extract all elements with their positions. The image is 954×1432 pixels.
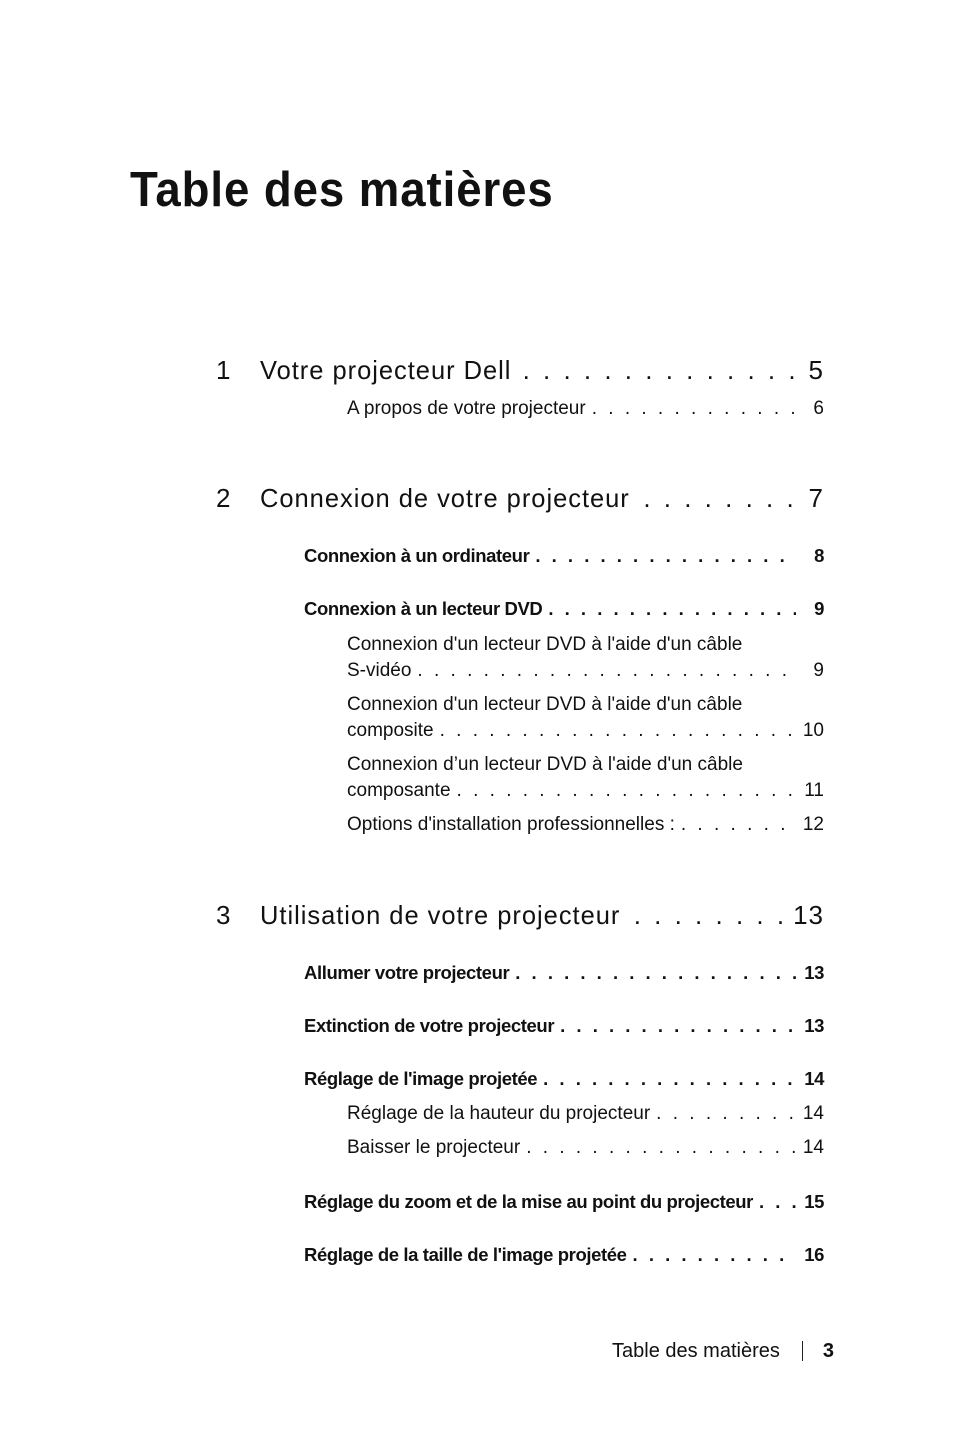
dot-leader bbox=[592, 396, 796, 422]
dot-leader bbox=[681, 812, 796, 838]
toc-section[interactable] bbox=[304, 1243, 824, 1267]
page-number: 9 bbox=[814, 598, 824, 619]
chapter-number: 3 bbox=[216, 900, 231, 930]
page-number: 5 bbox=[808, 355, 824, 385]
entry-title: Baisser le projecteur bbox=[347, 1137, 521, 1158]
dot-leader bbox=[548, 597, 796, 621]
footer-divider bbox=[802, 1341, 803, 1361]
page-number: 12 bbox=[802, 814, 824, 835]
page-number: 14 bbox=[802, 1137, 824, 1158]
toc-chapter-1[interactable] bbox=[260, 355, 824, 385]
entry-title: composite bbox=[347, 720, 434, 741]
section-title: Allumer votre projecteur bbox=[304, 962, 510, 983]
entry-title: composante bbox=[347, 780, 451, 801]
toc-section[interactable] bbox=[304, 961, 824, 985]
toc-entry[interactable] bbox=[347, 396, 824, 422]
chapter-number: 2 bbox=[216, 483, 231, 513]
page-number: 15 bbox=[804, 1191, 824, 1212]
section-title: Réglage de l'image projetée bbox=[304, 1068, 538, 1089]
section-title: Connexion à un lecteur DVD bbox=[304, 598, 543, 619]
section-title: Réglage du zoom et de la mise au point du projecteur bbox=[304, 1191, 753, 1212]
page-number: 6 bbox=[813, 398, 824, 419]
page-number: 14 bbox=[804, 1068, 824, 1089]
chapter-title: Utilisation de votre projecteur bbox=[260, 900, 621, 930]
page-number: 10 bbox=[802, 720, 824, 741]
section-title: Connexion à un ordinateur bbox=[304, 545, 530, 566]
toc-section[interactable] bbox=[304, 1190, 824, 1214]
page-number: 13 bbox=[793, 900, 824, 930]
chapter-title: Votre projecteur Dell bbox=[260, 355, 512, 385]
toc-section[interactable] bbox=[304, 544, 824, 568]
entry-title-line1[interactable]: Connexion d'un lecteur DVD à l'aide d'un câble bbox=[347, 694, 743, 715]
toc-chapter-3[interactable] bbox=[260, 900, 824, 930]
dot-leader bbox=[417, 658, 796, 684]
page-number: 7 bbox=[808, 483, 824, 513]
footer-label: Table des matières bbox=[612, 1340, 780, 1362]
page-number: 11 bbox=[804, 780, 824, 801]
dot-leader bbox=[656, 1101, 796, 1127]
footer-page-number: 3 bbox=[822, 1340, 834, 1362]
dot-leader bbox=[543, 1067, 796, 1091]
dot-leader bbox=[560, 1014, 796, 1038]
toc-entry[interactable] bbox=[347, 1135, 824, 1161]
toc-entry[interactable] bbox=[347, 778, 824, 804]
toc-entry[interactable] bbox=[347, 812, 824, 838]
entry-title-line1[interactable]: Connexion d'un lecteur DVD à l'aide d'un câble bbox=[347, 634, 743, 655]
toc-section[interactable] bbox=[304, 1014, 824, 1038]
dot-leader bbox=[440, 718, 796, 744]
toc-section[interactable] bbox=[304, 1067, 824, 1091]
entry-title: Réglage de la hauteur du projecteur bbox=[347, 1103, 651, 1124]
dot-leader bbox=[643, 483, 796, 513]
page-number: 9 bbox=[813, 660, 824, 681]
chapter-number: 1 bbox=[216, 355, 231, 385]
page-number: 13 bbox=[804, 1015, 824, 1036]
toc-entry[interactable] bbox=[347, 658, 824, 684]
section-title: Extinction de votre projecteur bbox=[304, 1015, 555, 1036]
page-title: Table des matières bbox=[130, 163, 554, 217]
entry-title: A propos de votre projecteur bbox=[347, 398, 586, 419]
toc-chapter-2[interactable] bbox=[260, 483, 824, 513]
toc-entry[interactable] bbox=[347, 1101, 824, 1127]
dot-leader bbox=[633, 1243, 796, 1267]
entry-title-line1[interactable]: Connexion d’un lecteur DVD à l'aide d'un câble bbox=[347, 754, 743, 775]
section-title: Réglage de la taille de l'image projetée bbox=[304, 1244, 627, 1265]
dot-leader bbox=[457, 778, 796, 804]
entry-title: S-vidéo bbox=[347, 660, 412, 681]
chapter-title: Connexion de votre projecteur bbox=[260, 483, 630, 513]
page-number: 16 bbox=[804, 1244, 824, 1265]
dot-leader bbox=[535, 544, 796, 568]
page-number: 13 bbox=[804, 962, 824, 983]
page-footer bbox=[612, 1338, 834, 1364]
toc-entry[interactable] bbox=[347, 718, 824, 744]
dot-leader bbox=[515, 961, 796, 985]
toc-section[interactable] bbox=[304, 597, 824, 621]
entry-title: Options d'installation professionnelles : bbox=[347, 814, 675, 835]
dot-leader bbox=[759, 1190, 796, 1214]
dot-leader bbox=[634, 900, 787, 930]
dot-leader bbox=[526, 1135, 796, 1161]
page-number: 8 bbox=[814, 545, 824, 566]
page-number: 14 bbox=[802, 1103, 824, 1124]
dot-leader bbox=[523, 355, 796, 385]
